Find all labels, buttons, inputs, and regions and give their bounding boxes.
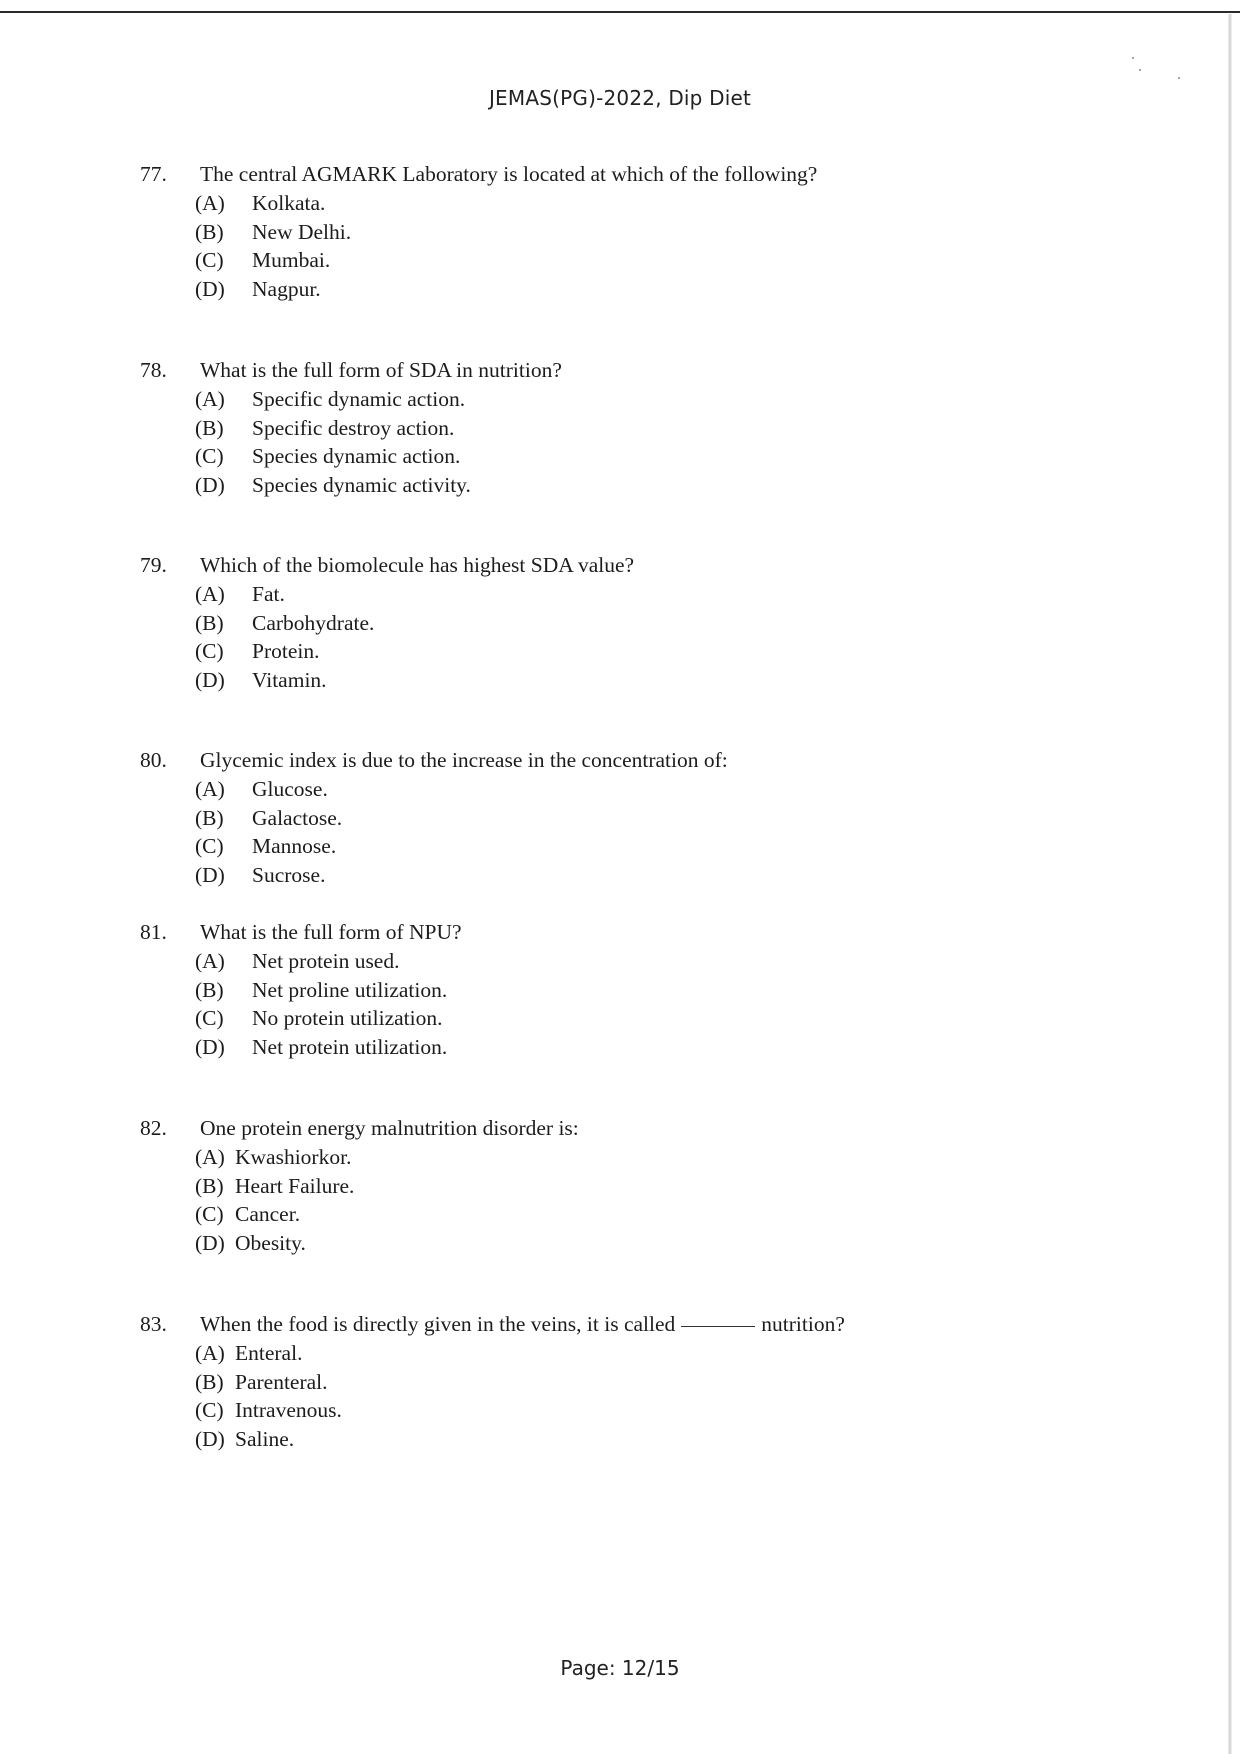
option-text: Net protein utilization. — [252, 1034, 448, 1059]
question-number: 79. — [140, 553, 167, 577]
option-letter: (D) — [195, 862, 225, 887]
question-79 — [140, 551, 1140, 694]
question-text-before-blank: When the food is directly given in the veins, it is called — [200, 1312, 676, 1336]
option-c — [140, 832, 1140, 861]
option-letter: (B) — [195, 977, 224, 1002]
option-letter: (C) — [195, 1398, 224, 1423]
option-text: Obesity. — [235, 1230, 306, 1255]
option-text: Intravenous. — [235, 1398, 342, 1423]
option-b — [140, 804, 1140, 833]
question-77 — [140, 160, 1140, 303]
option-text: New Delhi. — [252, 219, 352, 244]
option-letter: (C) — [195, 248, 224, 273]
option-letter: (B) — [195, 1369, 224, 1394]
question-78 — [140, 356, 1140, 499]
option-letter: (A) — [195, 387, 225, 411]
question-number: 80. — [140, 748, 167, 772]
option-letter: (B) — [195, 1173, 224, 1198]
question-text — [200, 1310, 845, 1339]
option-b — [140, 976, 1140, 1005]
option-text: Glucose. — [252, 777, 328, 801]
question-number: 83. — [140, 1312, 167, 1336]
option-text: Saline. — [235, 1426, 295, 1451]
option-text: Specific destroy action. — [252, 415, 455, 440]
option-letter: (B) — [195, 219, 224, 244]
option-text: Mumbai. — [252, 248, 331, 273]
option-letter: (B) — [195, 805, 224, 830]
option-text: Specific dynamic action. — [252, 387, 466, 411]
option-c — [140, 1004, 1140, 1033]
option-d — [140, 471, 1140, 500]
question-text-after-blank: nutrition? — [761, 1312, 845, 1336]
option-text: Fat. — [252, 582, 285, 606]
top-border-line — [0, 11, 1240, 13]
scan-edge-shadow — [1228, 14, 1232, 1754]
question-80 — [140, 746, 1140, 889]
option-text: Species dynamic action. — [252, 444, 461, 469]
option-text: No protein utilization. — [252, 1006, 443, 1031]
option-d — [140, 1425, 1140, 1454]
question-stem — [140, 551, 1140, 580]
option-b — [140, 1368, 1140, 1397]
option-letter: (A) — [195, 1145, 225, 1169]
answer-blank — [681, 1326, 755, 1327]
option-letter: (A) — [195, 582, 225, 606]
question-text: Which of the biomolecule has highest SDA value? — [200, 553, 635, 577]
option-a — [140, 1339, 1140, 1368]
question-stem — [140, 1114, 1140, 1143]
option-letter: (C) — [195, 1202, 224, 1227]
option-b — [140, 414, 1140, 443]
option-letter: (C) — [195, 639, 224, 664]
option-letter: (D) — [195, 1034, 225, 1059]
question-text: One protein energy malnutrition disorder is: — [200, 1116, 579, 1140]
option-letter: (A) — [195, 949, 225, 973]
page-number: Page: 12/15 — [560, 1656, 680, 1680]
question-stem — [140, 160, 1140, 189]
question-number: 81. — [140, 920, 167, 944]
option-d — [140, 1033, 1140, 1062]
option-letter: (A) — [195, 191, 225, 215]
question-stem — [140, 356, 1140, 385]
option-a — [140, 947, 1140, 976]
question-stem — [140, 1310, 1140, 1339]
question-text: The central AGMARK Laboratory is located at which of the following? — [200, 162, 818, 186]
option-b — [140, 218, 1140, 247]
question-stem — [140, 918, 1140, 947]
option-a — [140, 1143, 1140, 1172]
option-c — [140, 1396, 1140, 1425]
option-text: Cancer. — [235, 1202, 301, 1227]
option-a — [140, 189, 1140, 218]
option-c — [140, 246, 1140, 275]
option-c — [140, 442, 1140, 471]
option-a — [140, 580, 1140, 609]
option-text: Enteral. — [235, 1341, 303, 1365]
option-a — [140, 775, 1140, 804]
question-text: Glycemic index is due to the increase in the concentration of: — [200, 748, 728, 772]
option-letter: (A) — [195, 1341, 225, 1365]
question-82 — [140, 1114, 1140, 1257]
question-number: 82. — [140, 1116, 167, 1140]
option-text: Protein. — [252, 639, 320, 664]
option-text: Net protein used. — [252, 949, 400, 973]
option-c — [140, 1200, 1140, 1229]
option-letter: (A) — [195, 777, 225, 801]
option-text: Carbohydrate. — [252, 610, 375, 635]
option-c — [140, 637, 1140, 666]
option-letter: (B) — [195, 610, 224, 635]
option-letter: (C) — [195, 834, 224, 859]
option-d — [140, 1229, 1140, 1258]
option-text: Parenteral. — [235, 1369, 328, 1394]
option-d — [140, 275, 1140, 304]
option-letter: (D) — [195, 472, 225, 497]
question-number: 78. — [140, 358, 167, 382]
option-text: Vitamin. — [252, 667, 327, 692]
question-83 — [140, 1310, 1140, 1453]
option-text: Kwashiorkor. — [235, 1145, 352, 1169]
option-text: Mannose. — [252, 834, 337, 859]
question-text: What is the full form of NPU? — [200, 920, 462, 944]
question-text: What is the full form of SDA in nutrition? — [200, 358, 562, 382]
question-stem — [140, 746, 1140, 775]
question-81 — [140, 918, 1140, 1061]
option-text: Heart Failure. — [235, 1173, 355, 1198]
page-header: JEMAS(PG)-2022, Dip Diet — [488, 86, 752, 110]
option-letter: (D) — [195, 1426, 225, 1451]
option-letter: (D) — [195, 667, 225, 692]
option-d — [140, 861, 1140, 890]
option-a — [140, 385, 1140, 414]
option-text: Species dynamic activity. — [252, 472, 471, 497]
option-letter: (D) — [195, 1230, 225, 1255]
option-text: Galactose. — [252, 805, 343, 830]
option-letter: (C) — [195, 444, 224, 469]
option-b — [140, 1172, 1140, 1201]
option-text: Net proline utilization. — [252, 977, 448, 1002]
option-text: Nagpur. — [252, 276, 321, 301]
option-b — [140, 609, 1140, 638]
option-letter: (B) — [195, 415, 224, 440]
option-d — [140, 666, 1140, 695]
option-letter: (C) — [195, 1006, 224, 1031]
option-text: Sucrose. — [252, 862, 326, 887]
question-number: 77. — [140, 162, 167, 186]
option-letter: (D) — [195, 276, 225, 301]
option-text: Kolkata. — [252, 191, 326, 215]
